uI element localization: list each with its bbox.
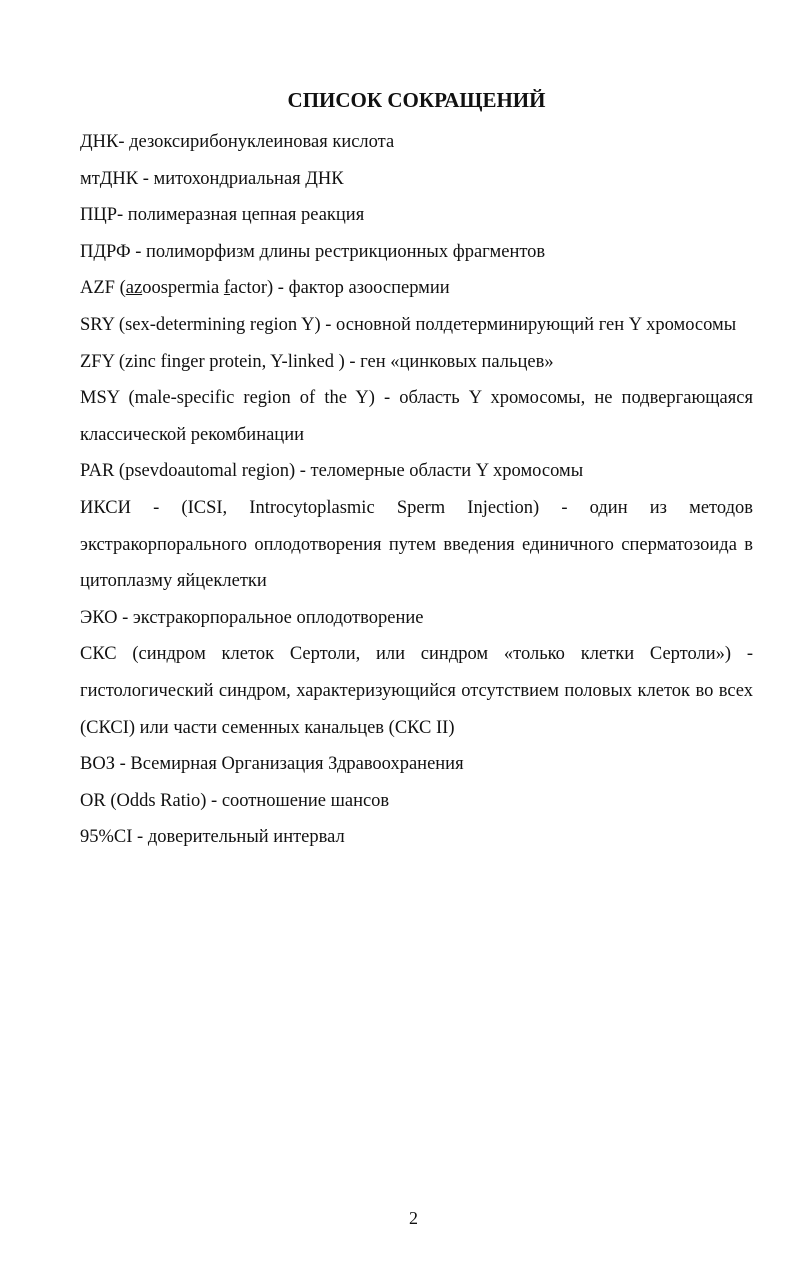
abbreviation-dnk: ДНК- дезоксирибонуклеиновая кислота <box>80 132 395 152</box>
abbreviation-pcr: ПЦР- полимеразная цепная реакция <box>80 205 365 226</box>
page-number: 2 <box>409 1208 418 1228</box>
abbreviation-pdrf: ПДРФ - полиморфизм длины рестрикционных фрагментов <box>80 241 546 262</box>
abbreviation-sry: SRY (sex-determining region Y) - основной полдетерминирующий ген Y хромосомы <box>80 314 737 335</box>
abbreviation-sks: СКС (синдром клеток Сертоли, или синдром «только клетки Сертоли») - гистологический синдром, характеризующийся отсутствием половых клеток во всех (СКСI) или части семенных канальцев (СКС II) <box>80 644 753 738</box>
azf-mid: oospermia <box>142 278 224 299</box>
abbreviation-95ci: 95%CI - доверительный интервал <box>80 827 345 848</box>
abbreviations-list <box>80 124 753 856</box>
abbreviation-azf <box>80 270 753 307</box>
abbreviation-iksi: ИКСИ - (ICSI, Introcytoplasmic Sperm Injection) - один из методов экстракорпорального оплодотворения путем введения единичного сперматозоида в цитоплазму яйцеклетки <box>80 497 753 592</box>
page-title: СПИСОК СОКРАЩЕНИЙ <box>287 88 546 112</box>
azf-underlined-f: f <box>223 278 231 299</box>
azf-underlined-az: az <box>125 278 143 299</box>
abbreviation-msy: MSY (male-specific region of the Y) - область Y хромосомы, не подвергающаяся классической рекомбинации <box>80 388 753 445</box>
abbreviation-voz: ВОЗ - Всемирная Организация Здравоохранения <box>80 754 464 775</box>
abbreviation-zfy: ZFY (zinc finger protein, Y-linked ) - ген «цинковых пальцев» <box>80 351 554 372</box>
abbreviation-eko: ЭКО - экстракорпоральное оплодотворение <box>80 607 424 628</box>
abbreviation-par: PAR (psevdoautomal region) - теломерные области Y хромосомы <box>80 461 584 482</box>
abbreviation-mtdnk: мтДНК - митохондриальная ДНК <box>80 168 344 189</box>
azf-abbr: AZF ( <box>80 278 126 299</box>
azf-rest: actor) - фактор азооспермии <box>230 278 450 299</box>
abbreviation-or: OR (Odds Ratio) - соотношение шансов <box>80 790 390 811</box>
